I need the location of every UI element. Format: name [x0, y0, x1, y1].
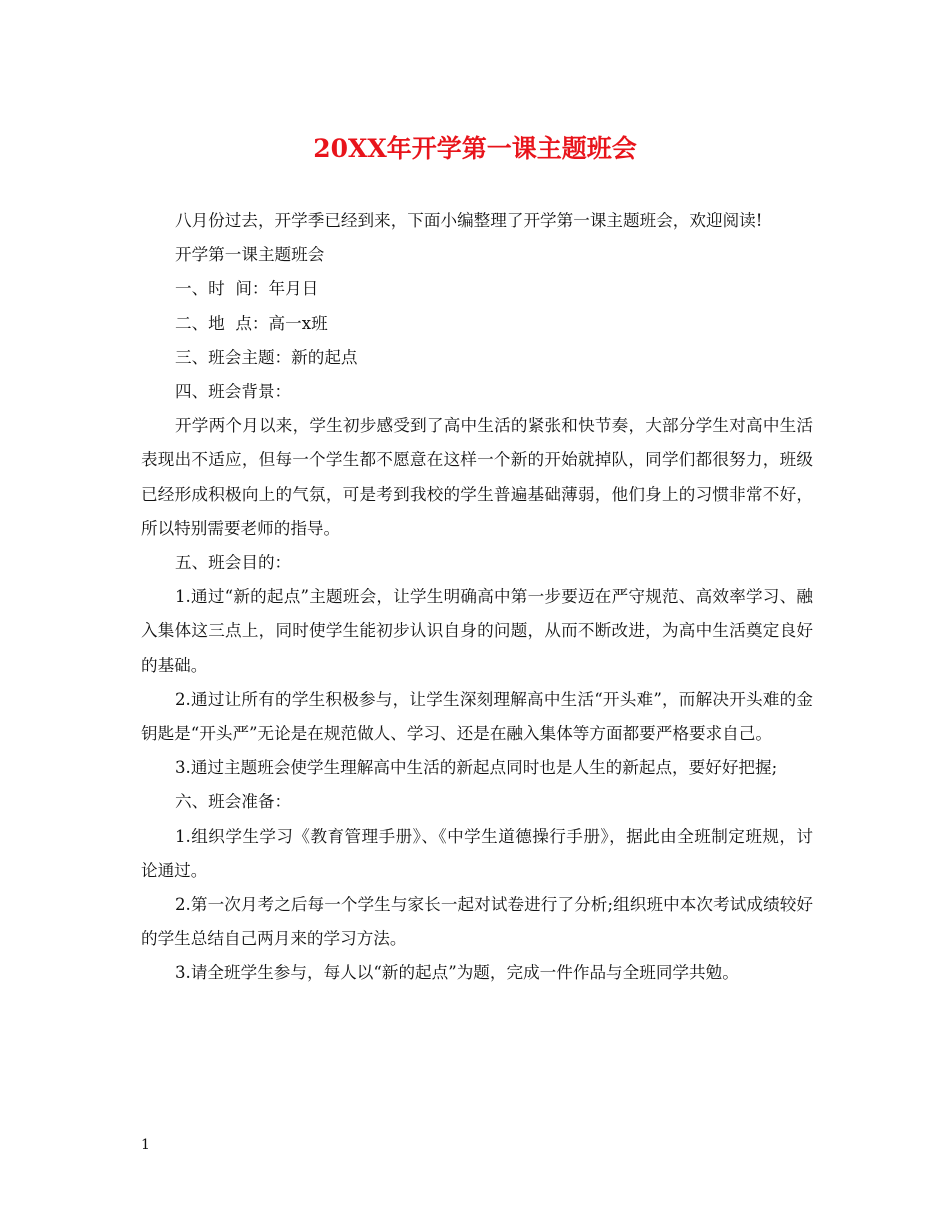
paragraph-purpose-heading: 五、班会目的：	[175, 553, 292, 573]
paragraph-prep-3: 3.请全班学生参与，每人以“新的起点”为题，完成一件作品与全班同学共勉。	[175, 963, 739, 983]
paragraph-theme: 三、班会主题：新的起点	[175, 347, 358, 367]
paragraph-prep-heading: 六、班会准备：	[175, 792, 292, 812]
paragraph-background: 开学两个月以来，学生初步感受到了高中生活的紧张和快节奏，大部分学生对高中生活表现出不适应，但每一个学生都不愿意在这样一个新的开始就掉队，同学们都很努力，班级已经形成积极向上的气氛，可是考到我校的学生普遍基础薄弱，他们身上的习惯非常不好，所以特别需要老师的指导。	[141, 416, 813, 538]
document-title: 20XX年开学第一课主题班会	[313, 134, 637, 163]
paragraph-intro: 八月份过去，开学季已经到来，下面小编整理了开学第一课主题班会，欢迎阅读!	[175, 211, 763, 230]
paragraph-purpose-3: 3.通过主题班会使学生理解高中生活的新起点同时也是人生的新起点，要好好把握;	[175, 758, 778, 778]
paragraph-purpose-1: 1.通过“新的起点”主题班会，让学生明确高中第一步要迈在严守规范、高效率学习、融入集体这三点上，同时使学生能初步认识自身的问题，从而不断改进，为高中生活奠定良好的基础。	[141, 587, 813, 675]
paragraph-prep-2: 2.第一次月考之后每一个学生与家长一起对试卷进行了分析;组织班中本次考试成绩较好的学生总结自己两月来的学习方法。	[141, 895, 813, 949]
paragraph-purpose-2: 2.通过让所有的学生积极参与，让学生深刻理解高中生活“开头难”，而解决开头难的金钥匙是“开头严”无论是在规范做人、学习、还是在融入集体等方面都要严格要求自己。	[141, 689, 813, 744]
paragraph-prep-1: 1.组织学生学习《教育管理手册》、《中学生道德操行手册》，据此由全班制定班规，讨论通过。	[141, 826, 813, 880]
paragraph-place: 二、地 点：高一x班	[175, 313, 328, 333]
paragraph-heading: 开学第一课主题班会	[175, 245, 325, 265]
document-body	[141, 204, 813, 991]
paragraph-background-heading: 四、班会背景：	[175, 382, 292, 402]
page-number: 1	[141, 1137, 150, 1153]
paragraph-time: 一、时 间：年月日	[175, 279, 319, 299]
